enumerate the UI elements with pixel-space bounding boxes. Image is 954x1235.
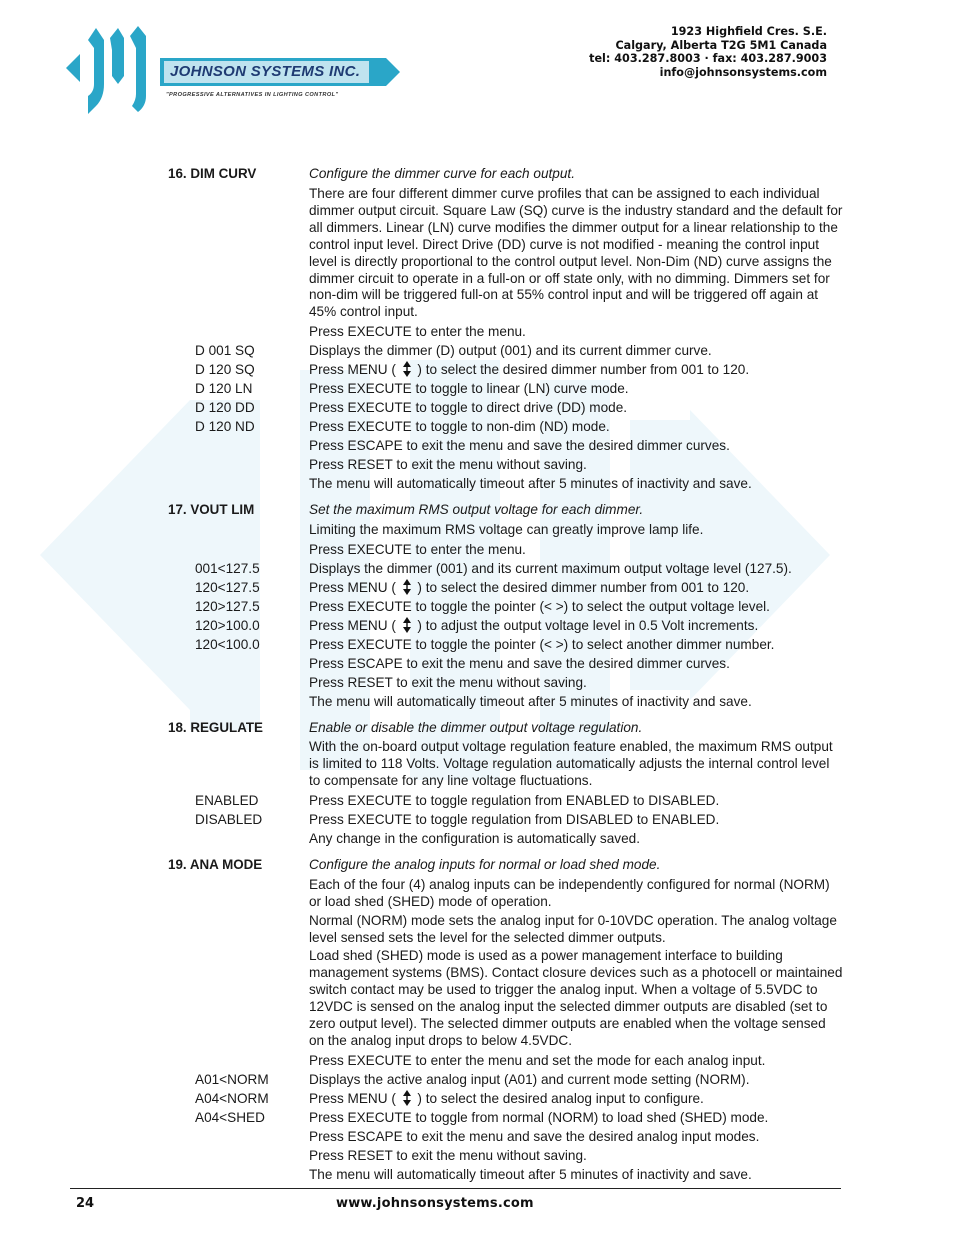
footer-website-link[interactable]: www.johnsonsystems.com xyxy=(336,1196,534,1211)
address-street: 1923 Highfield Cres. S.E. xyxy=(670,25,827,38)
instruction-row: The menu will automatically timeout after 5 minutes of inactivity and save. xyxy=(309,476,752,491)
up-down-arrow-icon xyxy=(400,1090,414,1106)
instruction-row: Press EXECUTE to toggle the pointer (< >) to select the output voltage level. xyxy=(309,599,770,614)
section-19-subtitle: Configure the analog inputs for normal or load shed mode. xyxy=(309,857,661,872)
section-16-title: 16. DIM CURV xyxy=(168,166,257,181)
instruction-row: Press ESCAPE to exit the menu and save the desired analog input modes. xyxy=(309,1129,760,1144)
display-code: D 001 SQ xyxy=(195,343,255,358)
section-18-subtitle: Enable or disable the dimmer output voltage regulation. xyxy=(309,720,643,735)
instruction-row: Press EXECUTE to toggle from normal (NORM) to load shed (SHED) mode. xyxy=(309,1110,769,1125)
instruction-row: Press MENU ( ) to adjust the output voltage level in 0.5 Volt increments. xyxy=(309,618,759,633)
footer-divider xyxy=(70,1188,841,1189)
company-tagline: "PROGRESSIVE ALTERNATIVES IN LIGHTING CONTROL" xyxy=(166,92,339,98)
display-code: 120<127.5 xyxy=(195,580,260,595)
display-code: D 120 LN xyxy=(195,381,253,396)
instruction-row: Press MENU ( ) to select the desired dimmer number from 001 to 120. xyxy=(309,580,750,595)
section-17-enter: Press EXECUTE to enter the menu. xyxy=(309,542,526,557)
instruction-row: Press ESCAPE to exit the menu and save the desired dimmer curves. xyxy=(309,656,730,671)
display-code: D 120 SQ xyxy=(195,362,255,377)
up-down-arrow-icon xyxy=(400,617,414,633)
address-phone: tel: 403.287.8003 · fax: 403.287.9003 xyxy=(589,52,827,65)
display-code: D 120 ND xyxy=(195,419,255,434)
display-code: 120<100.0 xyxy=(195,637,260,652)
section-17-subtitle: Set the maximum RMS output voltage for each dimmer. xyxy=(309,502,644,517)
company-address xyxy=(589,25,827,79)
instruction-row: Press EXECUTE to toggle the pointer (< >) to select another dimmer number. xyxy=(309,637,775,652)
section-19-enter: Press EXECUTE to enter the menu and set the mode for each analog input. xyxy=(309,1053,766,1068)
instruction-row: Press EXECUTE to toggle regulation from DISABLED to ENABLED. xyxy=(309,812,720,827)
company-logo xyxy=(66,26,406,116)
instruction-row: Displays the active analog input (A01) and current mode setting (NORM). xyxy=(309,1072,750,1087)
section-16-enter: Press EXECUTE to enter the menu. xyxy=(309,324,526,339)
instruction-row: Any change in the configuration is automatically saved. xyxy=(309,831,640,846)
display-code: D 120 DD xyxy=(195,400,255,415)
display-code: 001<127.5 xyxy=(195,561,260,576)
display-code: DISABLED xyxy=(195,812,263,827)
section-18-description: With the on-board output voltage regulation feature enabled, the maximum RMS output is limited to 118 Volts. Voltage regulation automatically adjusts the internal control level to compensate for any line voltage fluctuations. xyxy=(309,739,833,788)
instruction-row: Press MENU ( ) to select the desired dimmer number from 001 to 120. xyxy=(309,362,750,377)
instruction-row: Press MENU ( ) to select the desired analog input to configure. xyxy=(309,1091,704,1106)
display-code: A04<NORM xyxy=(195,1091,269,1106)
up-down-arrow-icon xyxy=(400,579,414,595)
instruction-row: Press EXECUTE to toggle to direct drive (DD) mode. xyxy=(309,400,628,415)
section-19-shed-mode: Load shed (SHED) mode is used as a power management interface to building management systems (BMS). Contact closure devices such as a photocell or maintained switch contact may be used to trigger the analog input. When a voltage of 5.5VDC to 12VDC is sensed on the analog input the selected dimmer outputs are disabled (set to zero output level). The selected dimmer outputs are enabled when the voltage sensed on the analog input drops to below 4.5VDC. xyxy=(309,948,843,1048)
company-name: JOHNSON SYSTEMS INC. xyxy=(170,63,361,80)
display-code: 120>127.5 xyxy=(195,599,260,614)
up-down-arrow-icon xyxy=(400,361,414,377)
instruction-row: Displays the dimmer (001) and its current maximum output voltage level (127.5). xyxy=(309,561,792,576)
display-code: A01<NORM xyxy=(195,1072,269,1087)
section-17-description: Limiting the maximum RMS voltage can greatly improve lamp life. xyxy=(309,522,704,537)
instruction-row: The menu will automatically timeout after 5 minutes of inactivity and save. xyxy=(309,694,752,709)
page-number: 24 xyxy=(76,1196,95,1211)
display-code: A04<SHED xyxy=(195,1110,265,1125)
section-16-subtitle: Configure the dimmer curve for each output. xyxy=(309,166,575,181)
instruction-row: Press EXECUTE to toggle to linear (LN) curve mode. xyxy=(309,381,629,396)
instruction-row: Press RESET to exit the menu without saving. xyxy=(309,457,587,472)
section-19-normal-mode: Normal (NORM) mode sets the analog input for 0-10VDC operation. The analog voltage level sensed sets the level for the selected dimmer outputs. xyxy=(309,913,837,945)
instruction-row: Press ESCAPE to exit the menu and save the desired dimmer curves. xyxy=(309,438,730,453)
instruction-row: Press EXECUTE to toggle to non-dim (ND) mode. xyxy=(309,419,610,434)
address-city: Calgary, Alberta T2G 5M1 Canada xyxy=(615,38,827,52)
section-16-description: There are four different dimmer curve profiles that can be assigned to each individual dimmer output circuit. Square Law (SQ) curve is the industry standard and the default for all dimmers. Linear (LN) curve modifies the dimmer output for a linear relationship to the control input level. Direct Drive (DD) curve is not modified - meaning the control input level is directly proportional to the control output level. Non-Dim (ND) curve assigns the dimmer circuit to operate in a full-on or off state only, with no dimming. Dimmers set for non-dim will be triggered full-on at 55% control input and will be triggered off again at 45% control input. xyxy=(309,186,843,320)
display-code: ENABLED xyxy=(195,793,259,808)
section-18-title: 18. REGULATE xyxy=(168,720,263,735)
instruction-row: Press RESET to exit the menu without saving. xyxy=(309,675,587,690)
section-19-description: Each of the four (4) analog inputs can be independently configured for normal (NORM) or load shed (SHED) mode of operation. xyxy=(309,877,830,909)
instruction-row: The menu will automatically timeout after 5 minutes of inactivity and save. xyxy=(309,1167,752,1182)
instruction-row: Displays the dimmer (D) output (001) and its current dimmer curve. xyxy=(309,343,712,358)
instruction-row: Press EXECUTE to toggle regulation from ENABLED to DISABLED. xyxy=(309,793,720,808)
section-17-title: 17. VOUT LIM xyxy=(168,502,255,517)
address-email: info@johnsonsystems.com xyxy=(659,65,827,79)
instruction-row: Press RESET to exit the menu without saving. xyxy=(309,1148,587,1163)
section-19-title: 19. ANA MODE xyxy=(168,857,263,872)
display-code: 120>100.0 xyxy=(195,618,260,633)
